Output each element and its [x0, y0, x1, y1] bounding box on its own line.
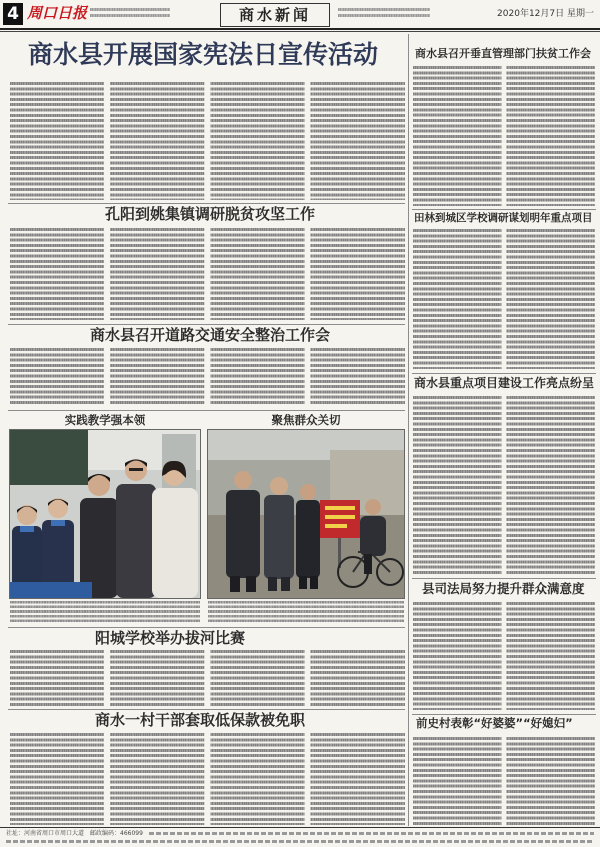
outdoor-photo-image — [208, 430, 404, 598]
right-article-body — [413, 396, 595, 574]
photo-title: 聚焦群众关切 — [271, 413, 341, 427]
article-separator — [8, 324, 405, 325]
article-separator — [412, 714, 596, 715]
footer-contact-numbers — [149, 832, 594, 835]
lead-headline: 商水县开展国家宪法日宣传活动 — [28, 40, 379, 69]
footer-line-2 — [6, 838, 594, 845]
header-rule-thin — [0, 31, 600, 32]
footer-address: 社址：河南省周口市周口大道 — [6, 830, 85, 837]
photo-title: 实践教学强本领 — [64, 413, 146, 427]
masthead-logo: 周口日报 — [27, 4, 88, 22]
page-number: 4 — [3, 3, 23, 25]
article-separator — [8, 203, 405, 204]
footer-postcode: 邮政编码：466099 — [90, 830, 143, 837]
article-separator — [412, 373, 596, 374]
header-rule — [0, 28, 600, 30]
article-body — [10, 228, 405, 320]
footer-printing-info — [6, 840, 594, 843]
article-headline: 商水一村干部套取低保款被免职 — [95, 711, 306, 729]
article-body — [10, 733, 405, 825]
right-article-body — [413, 66, 595, 206]
article-separator — [412, 209, 596, 210]
photo-caption — [10, 601, 200, 623]
section-title: 商水新闻 — [238, 6, 311, 24]
issue-date: 2020年12月7日 星期一 — [497, 9, 594, 19]
right-article-headline: 商水县重点项目建设工作亮点纷呈 — [414, 376, 595, 390]
column-divider — [408, 34, 409, 826]
article-separator — [412, 578, 596, 579]
photo-classroom — [10, 430, 200, 598]
footer-rule — [0, 827, 600, 828]
footer-line-1 — [6, 830, 594, 837]
article-headline: 商水县召开道路交通安全整治工作会 — [90, 326, 331, 344]
right-article-headline: 商水县召开垂直管理部门扶贫工作会 — [415, 47, 591, 60]
right-article-headline: 田林到城区学校调研谋划明年重点项目 — [414, 212, 593, 224]
classroom-photo-image — [10, 430, 200, 598]
header-contact-info — [338, 8, 430, 20]
article-headline: 阳城学校举办拔河比赛 — [95, 629, 246, 647]
right-article-headline: 县司法局努力提升群众满意度 — [422, 581, 585, 596]
article-separator — [8, 627, 405, 628]
photo-caption — [208, 601, 404, 623]
blackboard — [10, 430, 88, 485]
article-headline: 孔阳到姚集镇调研脱贫攻坚工作 — [105, 205, 316, 223]
article-body — [10, 348, 405, 406]
article-separator — [8, 410, 405, 411]
right-article-body — [413, 602, 595, 710]
right-article-body — [413, 737, 595, 825]
section-title-box — [220, 3, 330, 27]
photo-outdoor-visit — [208, 430, 404, 598]
blue-chairs — [10, 582, 92, 598]
right-article-headline: 前史村表彰“好婆婆”“好媳妇” — [416, 716, 573, 730]
lead-article-body — [10, 82, 405, 200]
article-body — [10, 650, 405, 706]
right-article-body — [413, 229, 595, 369]
article-separator — [8, 709, 405, 710]
header-editor-info — [90, 8, 170, 20]
